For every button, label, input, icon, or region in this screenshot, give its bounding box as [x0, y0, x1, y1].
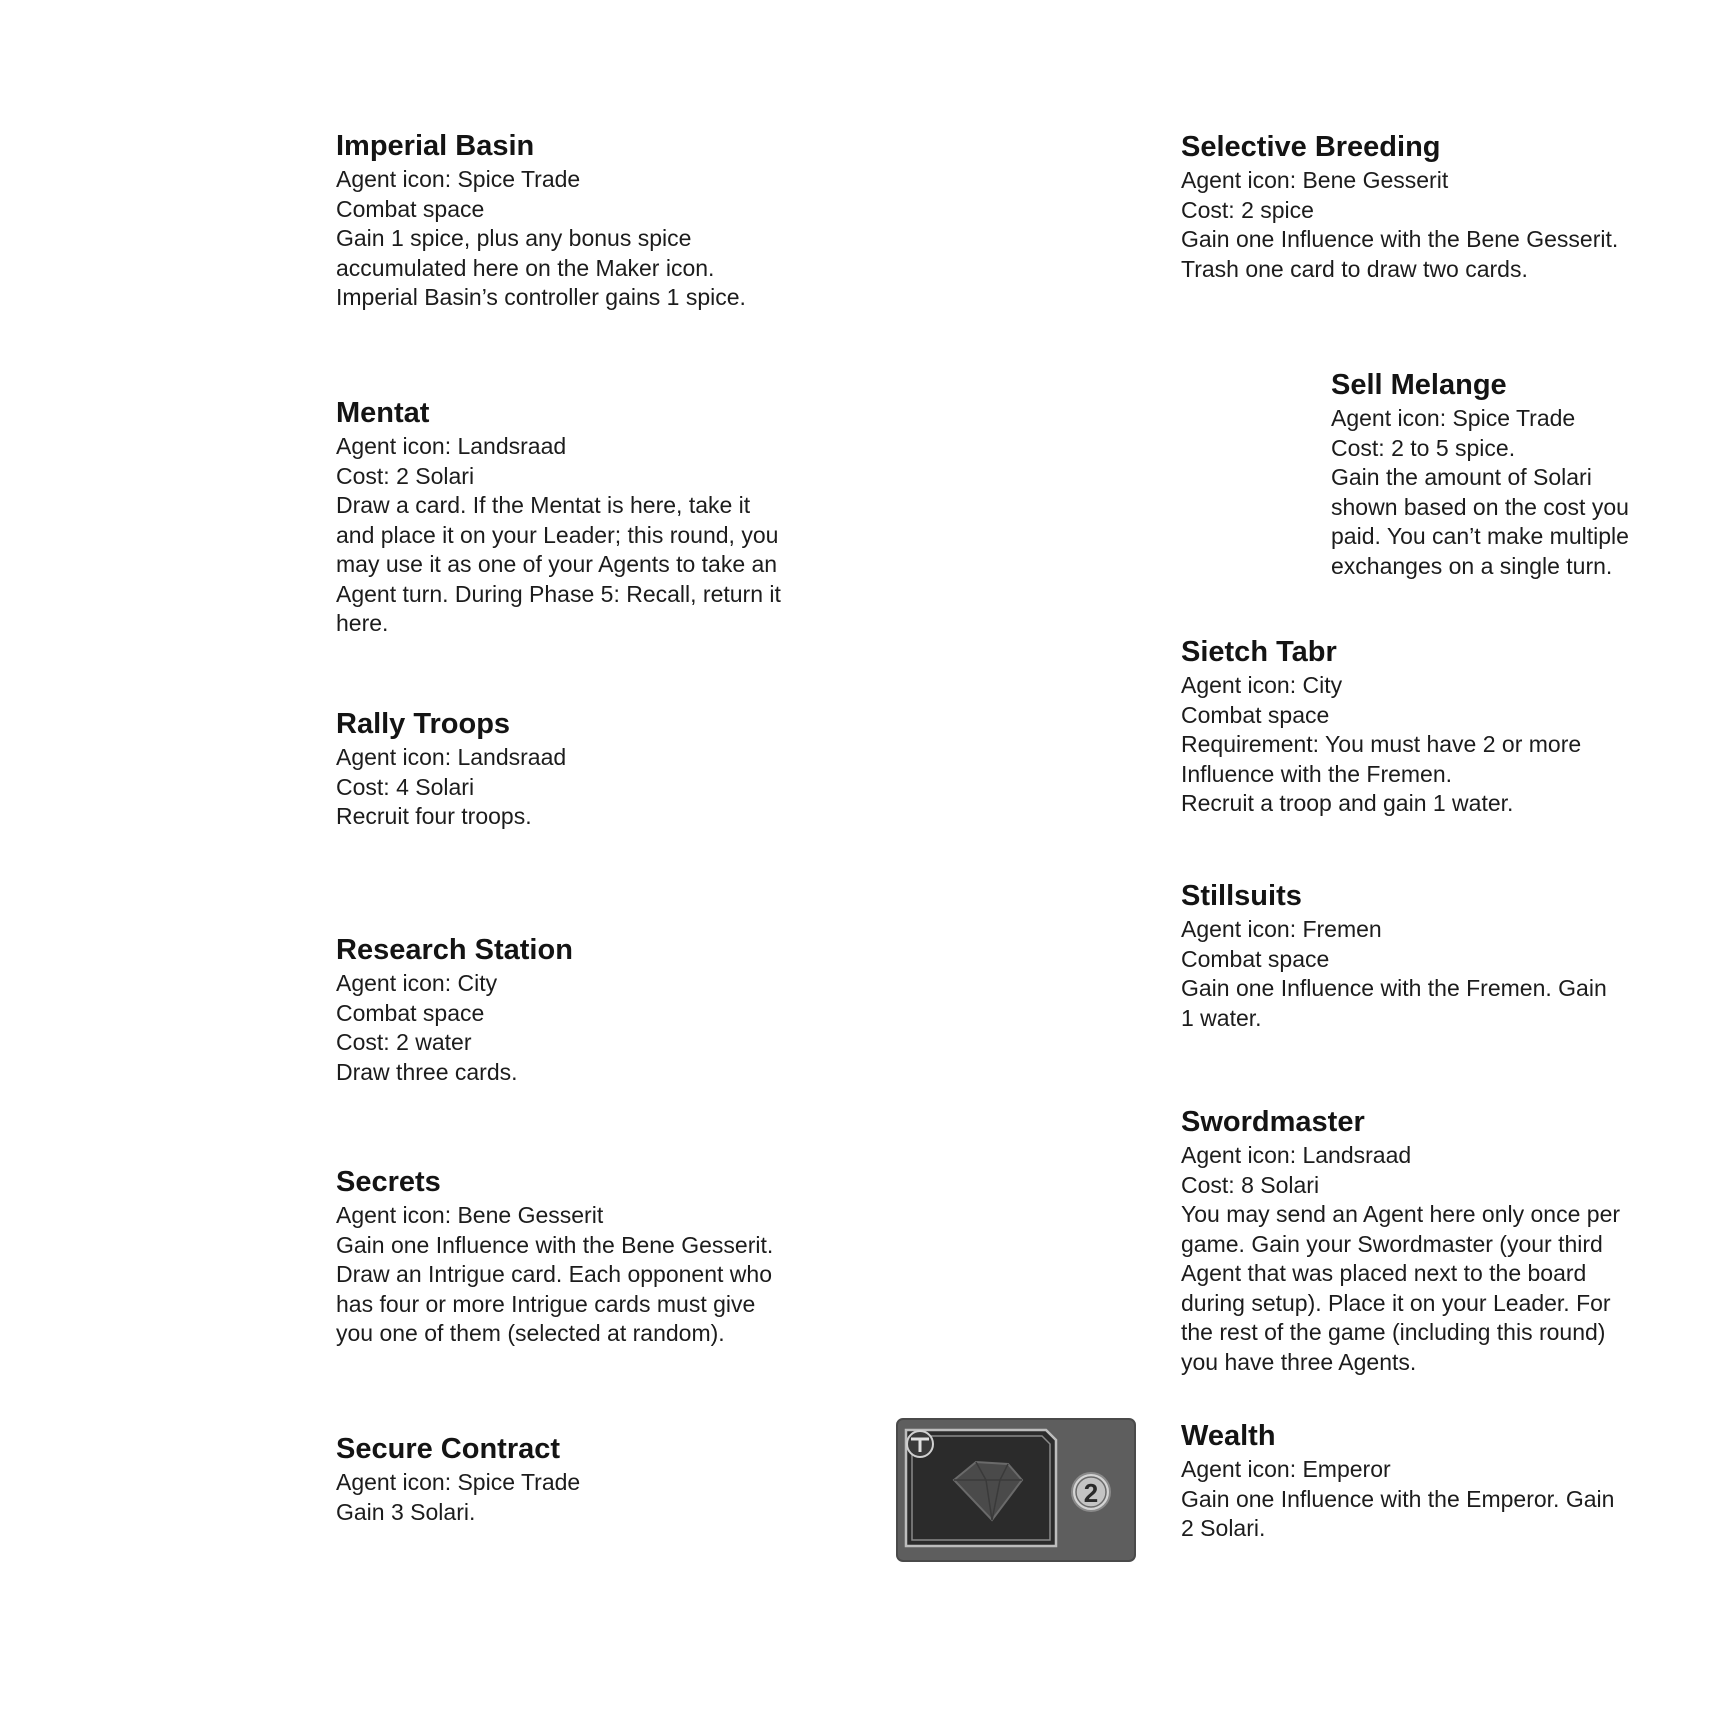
- entry-line: may use it as one of your Agents to take an: [336, 551, 778, 577]
- entry-line: Gain the amount of Solari: [1331, 464, 1592, 490]
- entry-line: Agent icon: Landsraad: [336, 744, 567, 770]
- entry-selective-breeding: [1181, 129, 1618, 284]
- entry-rally-troops: [336, 706, 566, 832]
- entry-line: Combat space: [1181, 945, 1330, 972]
- solari-badge-value: 2: [1083, 1478, 1099, 1508]
- entry-line: Cost: 4 Solari: [336, 773, 475, 800]
- entry-line: Agent icon: Bene Gesserit: [1181, 167, 1449, 193]
- entry-title: Wealth: [1181, 1420, 1276, 1452]
- entry-title: Secure Contract: [336, 1433, 561, 1465]
- entry-line: Agent icon: Fremen: [1181, 916, 1382, 942]
- entry-line: Agent that was placed next to the board: [1181, 1260, 1587, 1286]
- entry-line: Agent icon: Bene Gesserit: [336, 1202, 604, 1228]
- entry-swordmaster: [1181, 1104, 1620, 1377]
- entry-secure-contract: [336, 1431, 580, 1527]
- entry-line: 1 water.: [1181, 1004, 1262, 1031]
- entry-line: Gain one Influence with the Bene Gesserit.: [1181, 226, 1619, 252]
- entry-line: Cost: 2 Solari: [336, 462, 475, 489]
- entry-title: Sell Melange: [1331, 369, 1507, 401]
- entry-line: accumulated here on the Maker icon.: [336, 254, 715, 281]
- entry-title: Imperial Basin: [336, 130, 535, 162]
- entry-line: Gain 1 spice, plus any bonus spice: [336, 225, 692, 251]
- entry-title: Rally Troops: [336, 708, 511, 740]
- entry-line: Cost: 2 spice: [1181, 196, 1314, 223]
- entry-line: Gain 3 Solari.: [336, 1498, 476, 1525]
- entry-line: shown based on the cost you: [1331, 493, 1629, 520]
- entry-mentat: [336, 395, 781, 639]
- entry-line: here.: [336, 610, 389, 636]
- entry-line: Draw an Intrigue card. Each opponent who: [336, 1261, 772, 1287]
- entry-secrets: [336, 1164, 773, 1349]
- entry-line: during setup). Place it on your Leader. For: [1181, 1289, 1611, 1316]
- entry-title: Research Station: [336, 934, 573, 966]
- agent-corner-icon: [907, 1431, 933, 1457]
- entry-title: Secrets: [336, 1166, 441, 1198]
- entry-line: Draw a card. If the Mentat is here, take it: [336, 492, 751, 518]
- entry-title: Swordmaster: [1181, 1106, 1365, 1138]
- entry-line: Cost: 8 Solari: [1181, 1171, 1320, 1198]
- entry-line: exchanges on a single turn.: [1331, 552, 1613, 579]
- entry-line: you one of them (selected at random).: [336, 1320, 725, 1346]
- entry-line: Agent icon: City: [336, 970, 498, 996]
- entry-line: Gain one Influence with the Fremen. Gain: [1181, 975, 1607, 1001]
- entry-line: Agent icon: City: [1181, 672, 1343, 698]
- entry-title: Sietch Tabr: [1181, 636, 1337, 668]
- entry-line: Combat space: [336, 999, 485, 1026]
- entry-sell-melange: [1331, 367, 1629, 581]
- entry-line: Agent icon: Landsraad: [336, 433, 567, 459]
- entry-line: Imperial Basin’s controller gains 1 spice.: [336, 284, 746, 310]
- entry-line: Cost: 2 water: [336, 1029, 472, 1055]
- entry-line: Agent turn. During Phase 5: Recall, return it: [336, 580, 781, 607]
- solari-badge: [1072, 1473, 1110, 1511]
- entry-line: Agent icon: Spice Trade: [336, 166, 581, 192]
- entry-line: Agent icon: Spice Trade: [1331, 405, 1576, 431]
- entry-line: Draw three cards.: [336, 1058, 518, 1085]
- entry-line: you have three Agents.: [1181, 1348, 1417, 1375]
- entry-line: has four or more Intrigue cards must give: [336, 1290, 756, 1317]
- entry-research-station: [336, 932, 573, 1087]
- entry-line: the rest of the game (including this round): [1181, 1319, 1606, 1345]
- entry-line: game. Gain your Swordmaster (your third: [1181, 1230, 1603, 1257]
- entry-title: Stillsuits: [1181, 880, 1302, 912]
- entry-imperial-basin: [336, 128, 746, 313]
- entry-stillsuits: [1181, 878, 1607, 1033]
- entry-title: Selective Breeding: [1181, 131, 1441, 163]
- entry-line: Agent icon: Spice Trade: [336, 1469, 581, 1495]
- entry-line: paid. You can’t make multiple: [1331, 523, 1629, 549]
- entry-line: and place it on your Leader; this round, you: [336, 521, 779, 548]
- entry-line: Agent icon: Emperor: [1181, 1456, 1391, 1482]
- entry-sietch-tabr: [1181, 634, 1581, 819]
- entry-line: You may send an Agent here only once per: [1181, 1201, 1621, 1227]
- entry-line: Combat space: [336, 195, 485, 222]
- entry-line: Combat space: [1181, 701, 1330, 728]
- entry-line: Agent icon: Landsraad: [1181, 1142, 1412, 1168]
- entry-wealth: [1181, 1418, 1614, 1544]
- entry-line: Influence with the Fremen.: [1181, 760, 1453, 787]
- entry-line: Gain one Influence with the Emperor. Gain: [1181, 1485, 1615, 1512]
- entry-line: Cost: 2 to 5 spice.: [1331, 434, 1516, 461]
- entry-line: Gain one Influence with the Bene Gesserit.: [336, 1231, 774, 1258]
- entry-line: 2 Solari.: [1181, 1515, 1266, 1541]
- entry-title: Mentat: [336, 397, 430, 429]
- entry-line: Recruit four troops.: [336, 803, 532, 829]
- board-space-image: [896, 1418, 1136, 1562]
- entry-line: Recruit a troop and gain 1 water.: [1181, 790, 1514, 816]
- entry-line: Requirement: You must have 2 or more: [1181, 731, 1582, 757]
- entry-line: Trash one card to draw two cards.: [1181, 255, 1528, 282]
